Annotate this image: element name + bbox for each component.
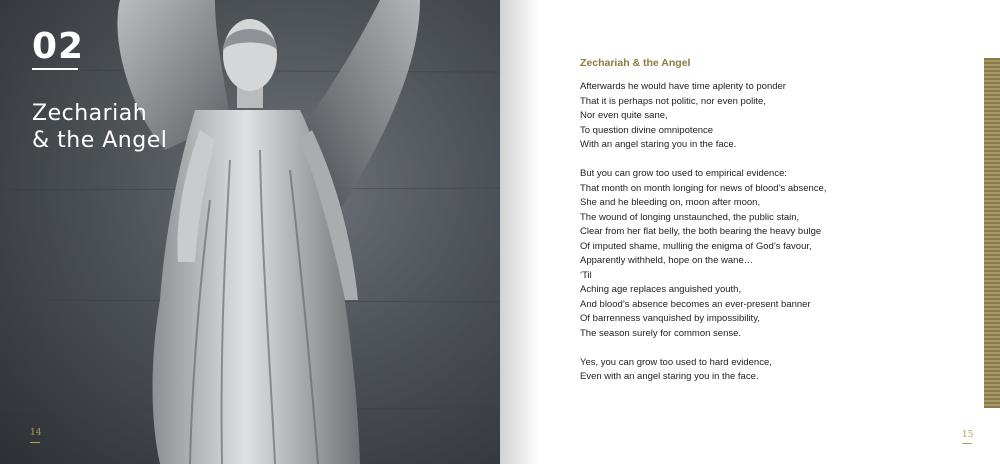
poem-line: Of barrenness vanquished by impossibility,	[580, 313, 760, 324]
poem-line: Aching age replaces anguished youth,	[580, 284, 742, 295]
right-page	[500, 0, 1000, 464]
poem-line: Afterwards he would have time aplenty to ponder	[580, 81, 786, 92]
poem-line: With an angel staring you in the face.	[580, 139, 737, 150]
poem-line: The wound of longing unstaunched, the public stain,	[580, 211, 800, 223]
poem-title: Zechariah & the Angel	[580, 57, 691, 69]
poem-line: Of imputed shame, mulling the enigma of God’s favour,	[580, 240, 812, 252]
poem-line: Yes, you can grow too used to hard evidence,	[580, 356, 772, 368]
page-number-left-underline	[30, 442, 40, 443]
poem-stanza-1	[580, 80, 900, 153]
poem-line: To question divine omnipotence	[580, 124, 714, 136]
decorative-side-strip	[984, 58, 1000, 408]
poem-body	[580, 80, 900, 399]
poem-line: Even with an angel staring you in the face.	[580, 371, 759, 382]
page-number-right-underline	[962, 443, 972, 444]
poem-line: That month on month longing for news of blood’s absence,	[580, 182, 827, 194]
section-title-line-2: & the Angel	[32, 128, 168, 153]
poem-line: Nor even quite sane,	[580, 110, 668, 121]
poem-line: Apparently withheld, hope on the wane…	[580, 255, 754, 266]
poem-stanza-3	[580, 356, 900, 385]
poem-line: ‘Til	[580, 269, 592, 281]
poem-line: And blood’s absence becomes an ever-present banner	[580, 298, 811, 310]
poem-line: But you can grow too used to empirical evidence:	[580, 168, 788, 179]
section-number: 02	[32, 26, 85, 67]
poem-line: That it is perhaps not politic, nor even polite,	[580, 95, 766, 107]
poem-line: She and he bleeding on, moon after moon,	[580, 197, 761, 208]
page-number-left: 14	[30, 428, 42, 438]
poem-line: The season surely for common sense.	[580, 327, 742, 339]
poem-line: Clear from her flat belly, the both bearing the heavy bulge	[580, 226, 822, 237]
section-number-underline	[32, 68, 78, 70]
page-number-right: 15	[962, 430, 974, 440]
poem-stanza-2	[580, 167, 900, 341]
section-title	[32, 100, 167, 154]
section-title-line-1: Zechariah	[32, 101, 148, 126]
